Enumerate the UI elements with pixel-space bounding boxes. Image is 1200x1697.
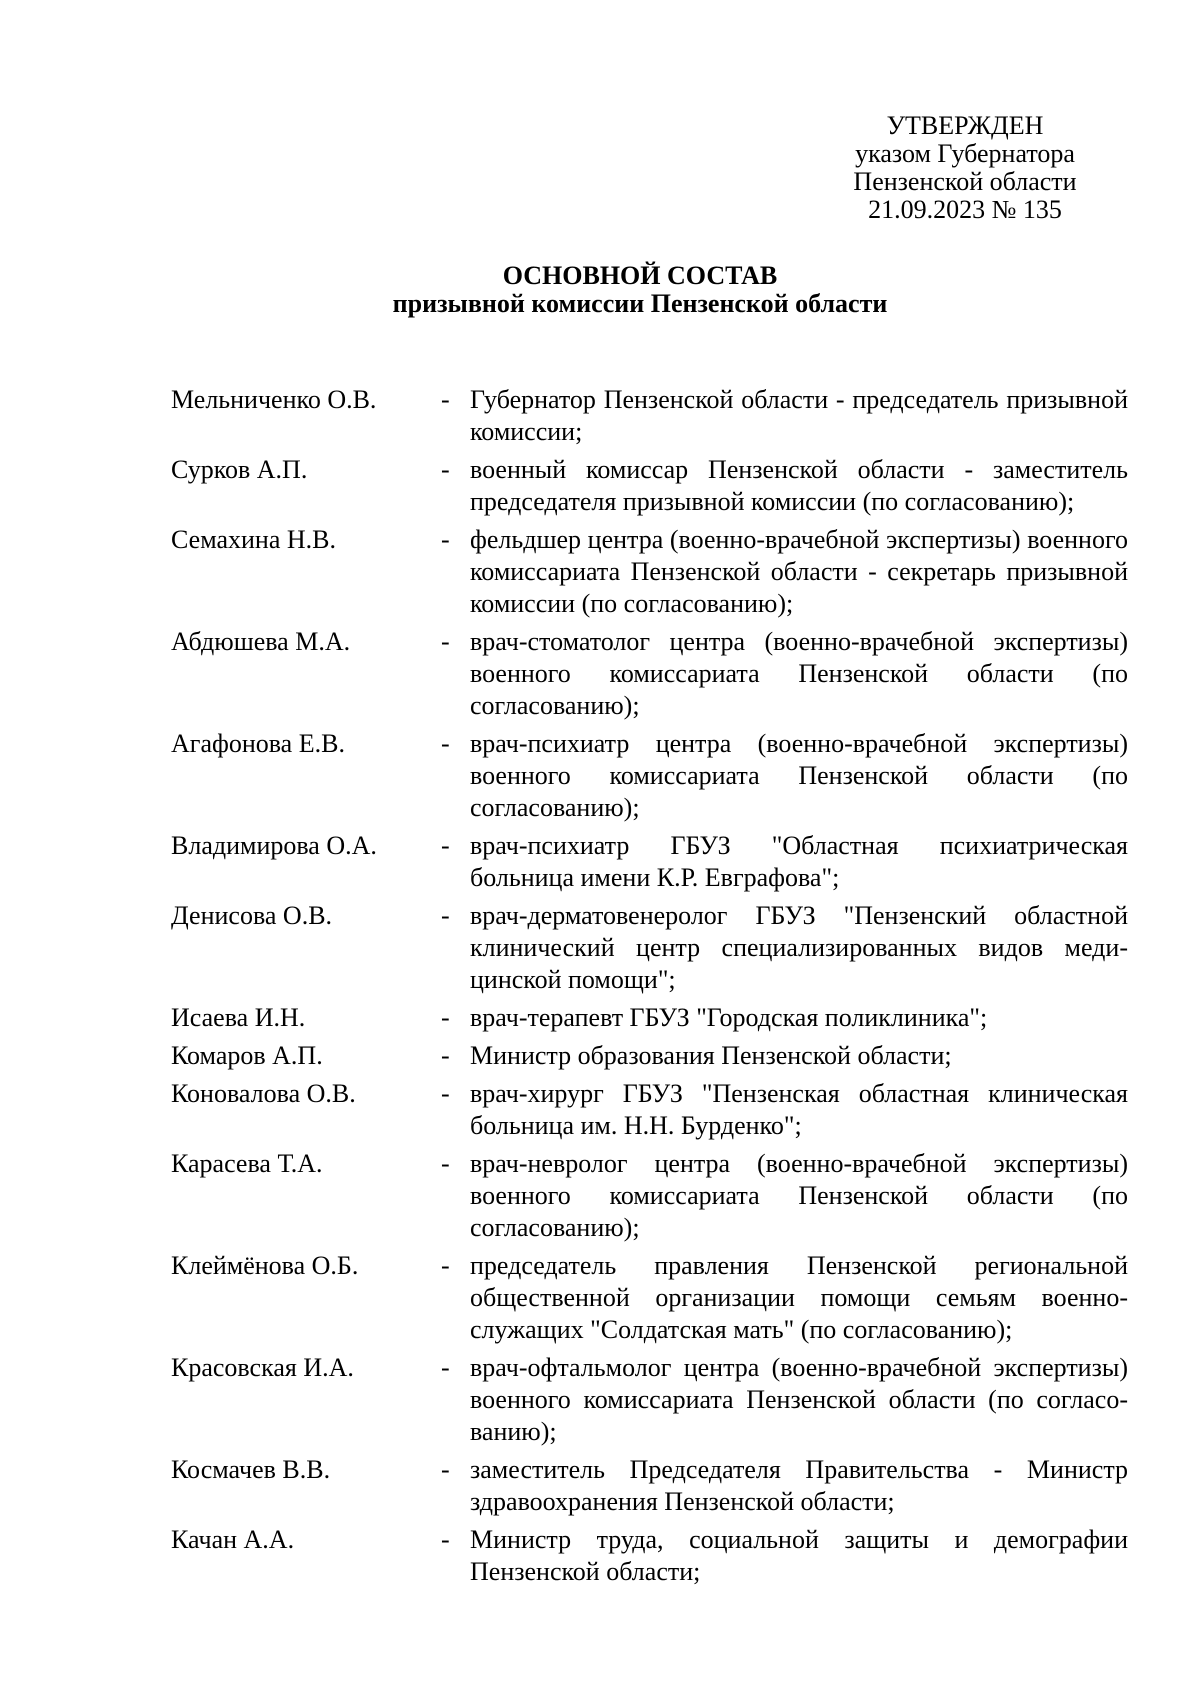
member-name: Качан А.А. bbox=[171, 1525, 295, 1554]
member-row bbox=[171, 1148, 1128, 1244]
member-position: врач-психиатр центра (военно-врачебной экспертизы) военного комиссариата Пензенской области (по согласованию); bbox=[470, 729, 1128, 822]
member-row bbox=[171, 900, 1128, 996]
member-row bbox=[171, 1250, 1128, 1346]
member-row bbox=[171, 524, 1128, 620]
member-name: Карасева Т.А. bbox=[171, 1149, 323, 1178]
member-position: врач-дерматовенеролог ГБУЗ "Пензенский областной клинический центр специализированных видов медицинской помощи"; bbox=[470, 901, 1128, 994]
member-position: врач-терапевт ГБУЗ "Городская поликлиника"; bbox=[470, 1003, 988, 1032]
approval-date-number: 21.09.2023 № 135 bbox=[868, 195, 1062, 224]
member-dash: - bbox=[441, 1455, 450, 1484]
member-name: Сурков А.П. bbox=[171, 455, 308, 484]
member-dash: - bbox=[441, 1079, 450, 1108]
member-position: врач-офтальмолог центра (военно-врачебной экспертизы) военного комиссариата Пензенской области (по согласованию); bbox=[470, 1353, 1128, 1446]
member-position: военный комиссар Пензенской области - заместитель председателя призывной комиссии (по согласованию); bbox=[470, 455, 1128, 516]
member-position: врач-стоматолог центра (военно-врачебной экспертизы) военного комиссариата Пензенской области (по согласованию); bbox=[470, 627, 1128, 720]
members-list bbox=[171, 384, 1128, 1594]
member-row bbox=[171, 728, 1128, 824]
member-dash: - bbox=[441, 525, 450, 554]
member-dash: - bbox=[441, 1041, 450, 1070]
member-position: врач-невролог центра (военно-врачебной экспертизы) военного комиссариата Пензенской области (по согласованию); bbox=[470, 1149, 1128, 1242]
member-name: Красовская И.А. bbox=[171, 1353, 354, 1382]
member-row bbox=[171, 1078, 1128, 1142]
member-dash: - bbox=[441, 831, 450, 860]
member-row bbox=[171, 1352, 1128, 1448]
approval-region: Пензенской области bbox=[853, 167, 1077, 196]
member-position: председатель правления Пензенской региональной общественной организации помощи семьям военнослужащих "Солдатская мать" (по согласованию); bbox=[470, 1251, 1128, 1344]
member-position: врач-психиатр ГБУЗ "Областная психиатрическая больница имени К.Р. Евграфова"; bbox=[470, 831, 1128, 892]
member-name: Клеймёнова О.Б. bbox=[171, 1251, 359, 1280]
member-row bbox=[171, 1002, 1128, 1034]
member-dash: - bbox=[441, 1353, 450, 1382]
document-title-sub: призывной комиссии Пензенской области bbox=[392, 289, 888, 318]
member-dash: - bbox=[441, 455, 450, 484]
member-row bbox=[171, 1454, 1128, 1518]
member-row bbox=[171, 830, 1128, 894]
member-dash: - bbox=[441, 385, 450, 414]
member-position: Министр образования Пензенской области; bbox=[470, 1041, 952, 1070]
member-position: врач-хирург ГБУЗ "Пензенская областная клиническая больница им. Н.Н. Бурденко"; bbox=[470, 1079, 1128, 1140]
member-row bbox=[171, 384, 1128, 448]
member-position: фельдшер центра (военно-врачебной экспертизы) военного комиссариата Пензенской области - секретарь призывной комиссии (по согласованию); bbox=[470, 525, 1128, 618]
member-dash: - bbox=[441, 1149, 450, 1178]
member-row bbox=[171, 454, 1128, 518]
member-row bbox=[171, 1524, 1128, 1588]
member-name: Коновалова О.В. bbox=[171, 1079, 356, 1108]
member-row bbox=[171, 626, 1128, 722]
approval-authority: указом Губернатора bbox=[855, 139, 1075, 168]
approval-status: УТВЕРЖДЕН bbox=[886, 111, 1044, 140]
member-dash: - bbox=[441, 901, 450, 930]
member-dash: - bbox=[441, 627, 450, 656]
member-position: заместитель Председателя Правительства - Министр здравоохранения Пензенской области; bbox=[470, 1455, 1128, 1516]
member-name: Владимирова О.А. bbox=[171, 831, 377, 860]
member-dash: - bbox=[441, 1003, 450, 1032]
member-name: Мельниченко О.В. bbox=[171, 385, 377, 414]
member-dash: - bbox=[441, 1251, 450, 1280]
member-dash: - bbox=[441, 729, 450, 758]
document-title bbox=[160, 262, 1120, 318]
member-name: Исаева И.Н. bbox=[171, 1003, 306, 1032]
member-row bbox=[171, 1040, 1128, 1072]
member-name: Абдюшева М.А. bbox=[171, 627, 351, 656]
member-name: Семахина Н.В. bbox=[171, 525, 337, 554]
member-position: Губернатор Пензенской области - председатель призывной комиссии; bbox=[470, 385, 1128, 446]
member-dash: - bbox=[441, 1525, 450, 1554]
member-position: Министр труда, социальной защиты и демографии Пензенской области; bbox=[470, 1525, 1128, 1586]
approval-stamp-block bbox=[800, 112, 1130, 224]
member-name: Комаров А.П. bbox=[171, 1041, 323, 1070]
member-name: Агафонова Е.В. bbox=[171, 729, 345, 758]
member-name: Космачев В.В. bbox=[171, 1455, 331, 1484]
member-name: Денисова О.В. bbox=[171, 901, 333, 930]
document-title-main: ОСНОВНОЙ СОСТАВ bbox=[502, 261, 778, 290]
